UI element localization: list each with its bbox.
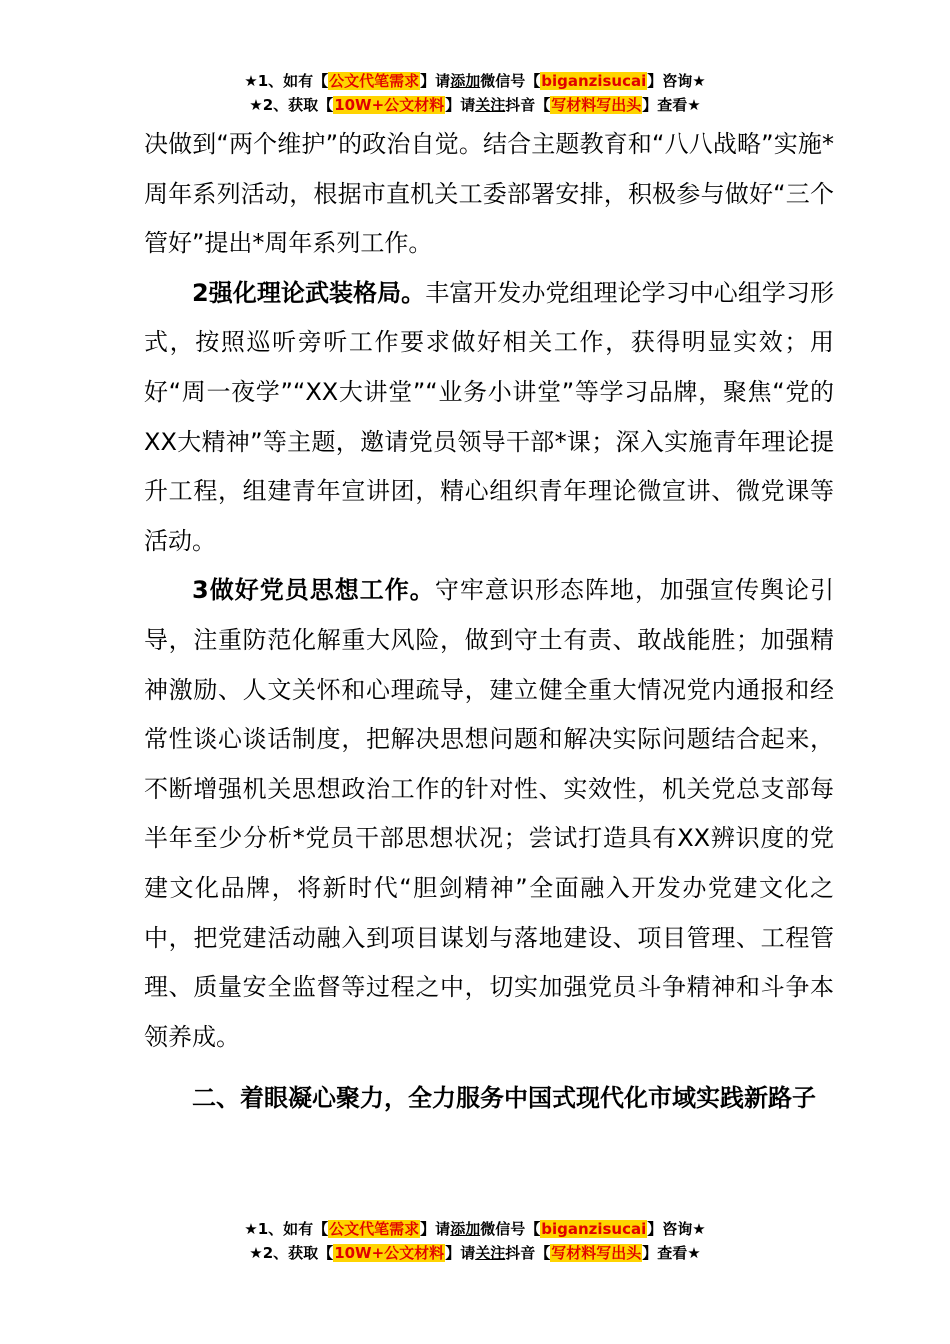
item-2-title: 2强化理论武装格局。 [192,278,426,307]
section-heading-2: 二、着眼凝心聚力，全力服务中国式现代化市域实践新路子 [192,1084,816,1113]
highlight-ghostwriting: 公文代笔需求 [329,72,420,90]
highlight-wechat-id-bottom: biganzisucai [541,1220,647,1238]
highlight-douyin: 写材料写出头 [551,96,642,114]
paragraph-item-3 [144,566,834,1062]
item-2-text: 丰富开发办党组理论学习中心组学习形式，按照巡听旁听工作要求做好相关工作，获得明显实效；用好“周一夜学”“XX大讲堂”“业务小讲堂”等学习品牌，聚焦“党的XX大精神”等主题，邀请党员领导干部*课；深入实施青年理论提升工程，组建青年宣讲团，精心组织青年理论微宣讲、微党课等活动。 [144,278,835,555]
item-3-title: 3做好党员思想工作。 [192,576,435,605]
highlight-materials: 10W+公文材料 [334,96,445,114]
highlight-ghostwriting-bottom: 公文代笔需求 [329,1220,420,1238]
item-3-text: 守牢意识形态阵地，加强宣传舆论引导，注重防范化解重大风险，做到守土有责、敢战能胜；加强精神激励、人文关怀和心理疏导，建立健全重大情况党内通报和经常性谈心谈话制度，把解决思想问题和解决实际问题结合起来，不断增强机关思想政治工作的针对性、实效性，机关党总支部每半年至少分析*党员干部思想状况；尝试打造具有XX辨识度的党建文化品牌，将新时代“胆剑精神”全面融入开发办党建文化之中，把党建活动融入到项目谋划与落地建设、项目管理、工程管理、质量安全监督等过程之中，切实加强党员斗争精神和斗争本领养成。 [144,576,835,1051]
highlight-douyin-bottom: 写材料写出头 [551,1244,642,1262]
bottom-banner-line1: ★1、如有【公文代笔需求】请添加微信号【biganzisucai】咨询★ [244,1220,706,1238]
paragraph-item-2 [144,269,834,567]
bottom-banner-line2: ★2、获取【10W+公文材料】请关注抖音【写材料写出头】查看★ [249,1244,701,1262]
paragraph-continued: 决做到“两个维护”的政治自觉。结合主题教育和“八八战略”实施*周年系列活动，根据市直机关工委部署安排，积极参与做好“三个管好”提出*周年系列工作。 [144,130,834,258]
top-banner-line1: ★1、如有【公文代笔需求】请添加微信号【biganzisucai】咨询★ [244,72,706,90]
highlight-wechat-id: biganzisucai [541,72,647,90]
document-body [144,120,834,1124]
highlight-materials-bottom: 10W+公文材料 [334,1244,445,1262]
top-banner-line2: ★2、获取【10W+公文材料】请关注抖音【写材料写出头】查看★ [249,96,701,114]
